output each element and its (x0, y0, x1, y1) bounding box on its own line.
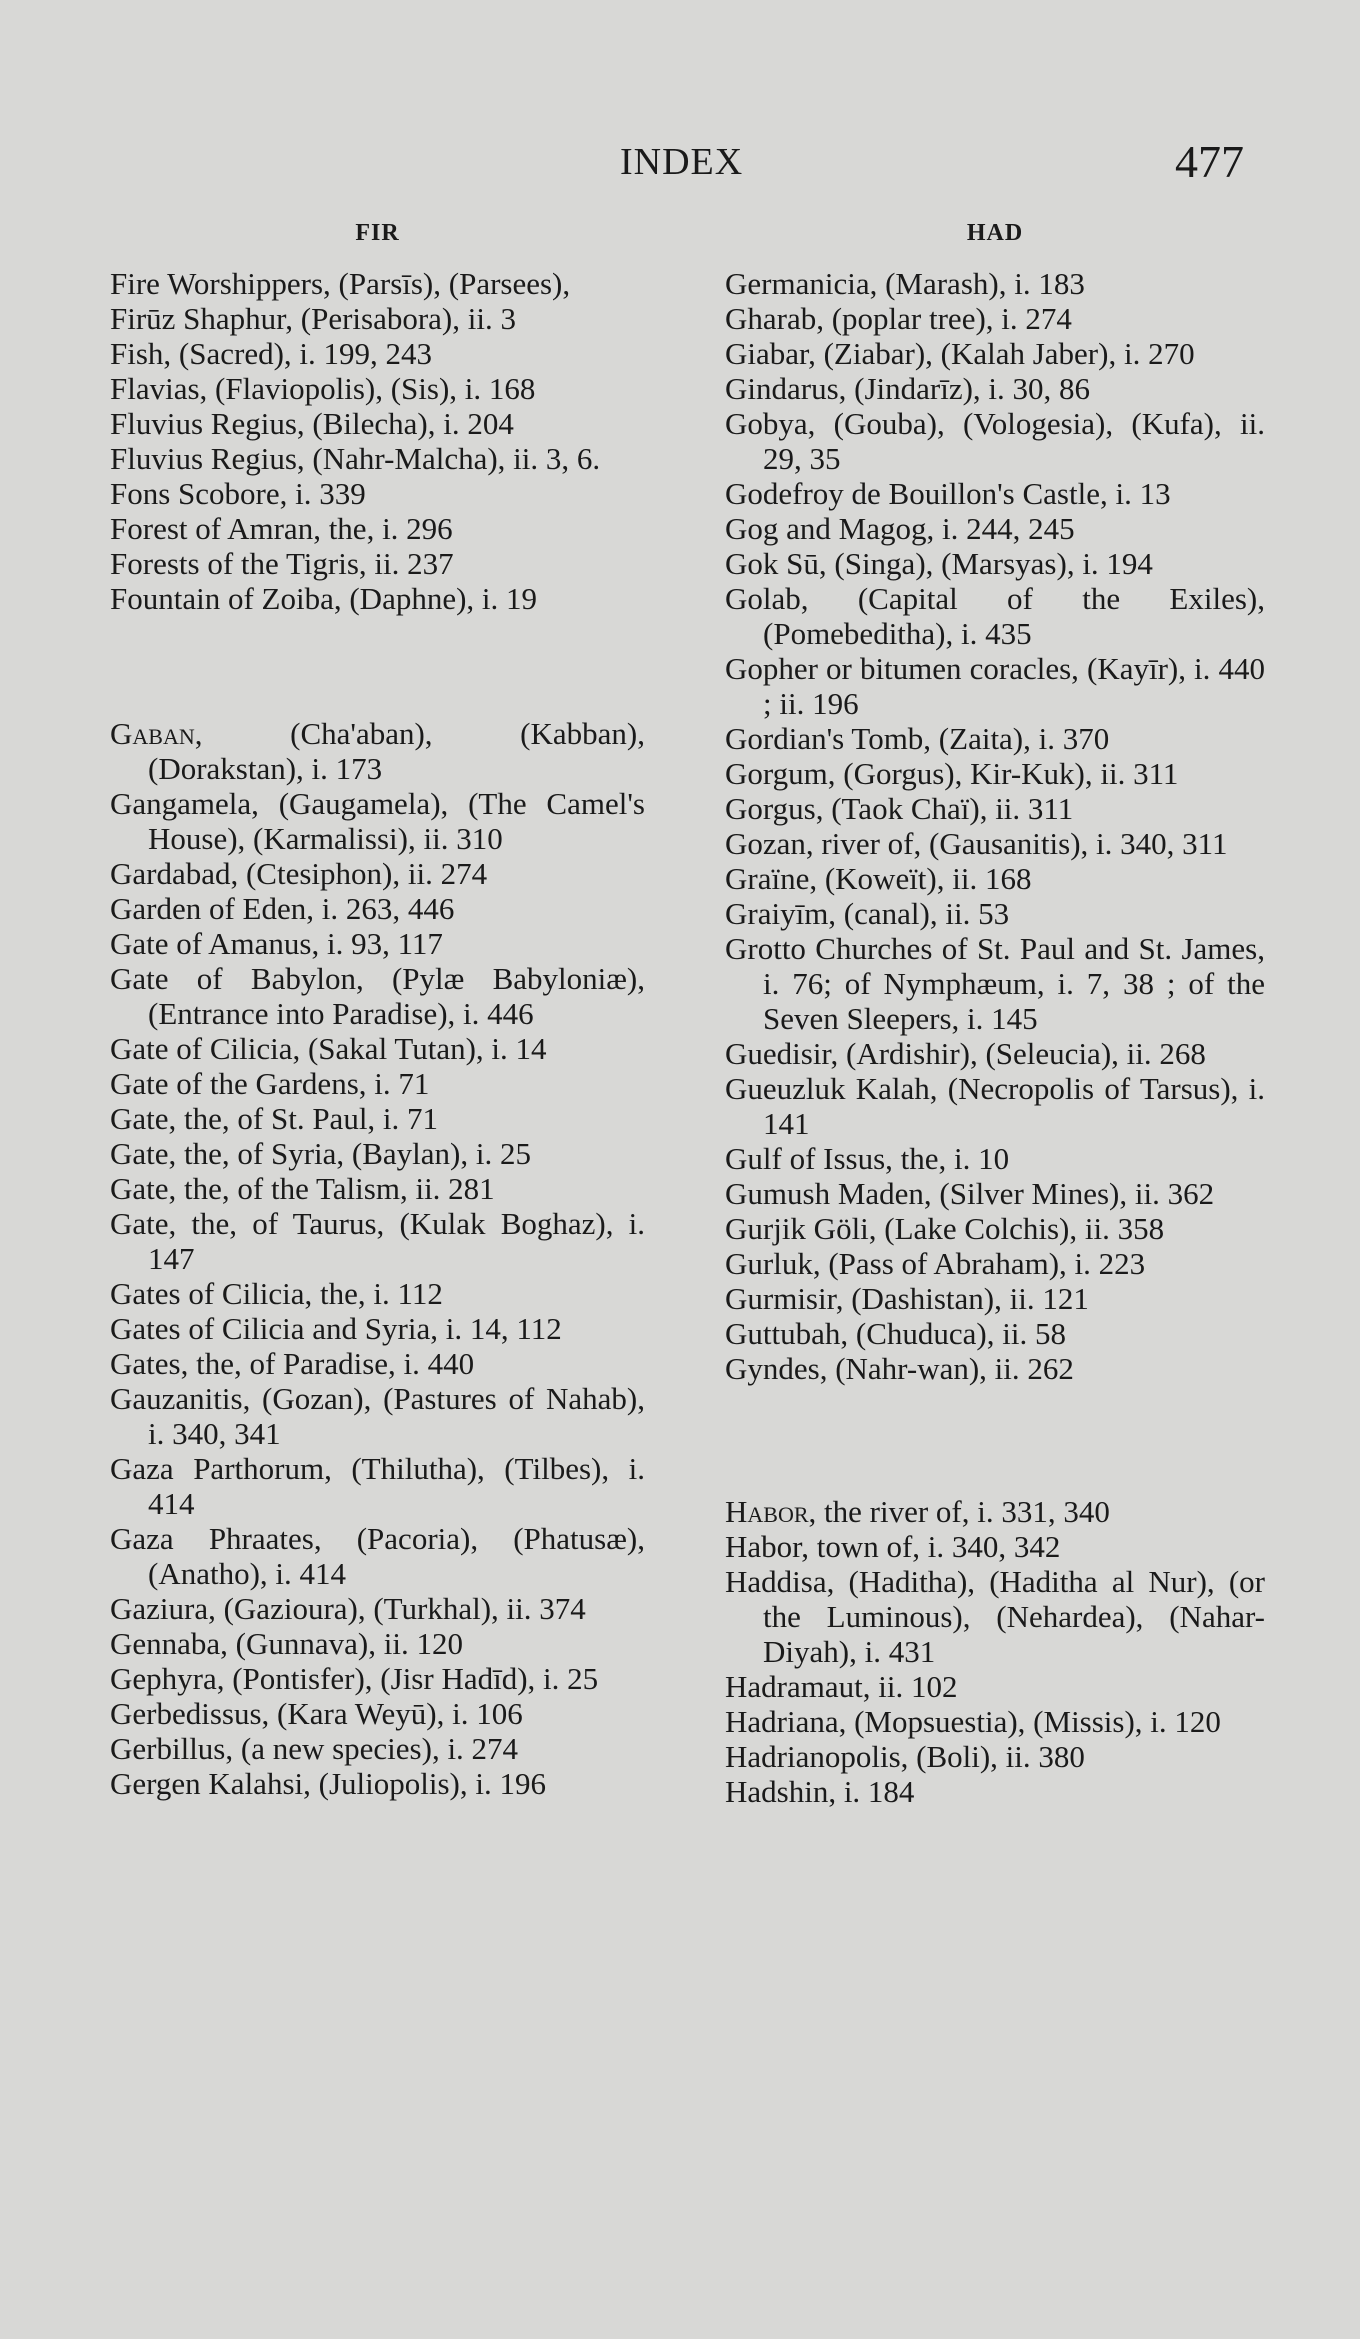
index-entry: Flavias, (Flaviopolis), (Sis), i. 168 (110, 371, 536, 406)
index-entry: Godefroy de Bouillon's Castle, i. 13 (725, 476, 1171, 511)
index-entry: Gueuzluk Kalah, (Necropolis of Tarsus), i. 141 (725, 1071, 1265, 1141)
index-entry: Habor, town of, i. 340, 342 (725, 1529, 1061, 1564)
index-entry-lead (725, 1494, 1265, 1529)
index-entry: Guttubah, (Chuduca), ii. 58 (725, 1316, 1066, 1351)
index-entry: Graïne, (Koweït), ii. 168 (725, 861, 1032, 896)
index-entry: Gate, the, of St. Paul, i. 71 (110, 1101, 439, 1136)
index-entry: Gog and Magog, i. 244, 245 (725, 511, 1075, 546)
index-entry: Gok Sū, (Singa), (Marsyas), i. 194 (725, 546, 1153, 581)
index-entry: Gurluk, (Pass of Abraham), i. 223 (725, 1246, 1146, 1281)
index-entry: Gaza Phraates, (Pacoria), (Phatusæ), (Anatho), i. 414 (110, 1521, 645, 1591)
index-entry: Gerbillus, (a new species), i. 274 (110, 1731, 519, 1766)
index-entry: Golab, (Capital of the Exiles), (Pomebeditha), i. 435 (725, 581, 1265, 651)
lead-entry-rest: (Cha'aban), (Kabban), (Dorakstan), i. 173 (148, 716, 645, 786)
index-entry: Fire Worshippers, (Parsīs), (Parsees), (110, 266, 571, 301)
left-column (110, 220, 645, 1801)
index-entry: Gergen Kalahsi, (Juliopolis), i. 196 (110, 1766, 546, 1801)
index-entry: Fluvius Regius, (Bilecha), i. 204 (110, 406, 514, 441)
index-entry: Graiyīm, (canal), ii. 53 (725, 896, 1010, 931)
index-entry: Giabar, (Ziabar), (Kalah Jaber), i. 270 (725, 336, 1195, 371)
page-number: 477 (1175, 136, 1244, 187)
index-entry: Gate of Babylon, (Pylæ Babyloniæ), (Entrance into Paradise), i. 446 (110, 961, 645, 1031)
index-entry: Grotto Churches of St. Paul and St. James, i. 76; of Nymphæum, i. 7, 38 ; of the Seven Sleepers, i. 145 (725, 931, 1265, 1036)
index-entry: Gephyra, (Pontisfer), (Jisr Hadīd), i. 25 (110, 1661, 599, 1696)
left-column-header: FIR (355, 220, 400, 246)
index-entry: Gordian's Tomb, (Zaita), i. 370 (725, 721, 1110, 756)
index-entry: Gaziura, (Gazioura), (Turkhal), ii. 374 (110, 1591, 586, 1626)
section-gap (110, 616, 645, 716)
index-entry: Hadshin, i. 184 (725, 1774, 915, 1809)
index-entry: Gates of Cilicia, the, i. 112 (110, 1276, 443, 1311)
index-entry: Gurmisir, (Dashistan), ii. 121 (725, 1281, 1089, 1316)
index-entry: Gerbedissus, (Kara Weyū), i. 106 (110, 1696, 523, 1731)
index-entry: Gopher or bitumen coracles, (Kayīr), i. 440 ; ii. 196 (725, 651, 1265, 721)
index-entry: Forest of Amran, the, i. 296 (110, 511, 453, 546)
index-entry: Gorgum, (Gorgus), Kir-Kuk), ii. 311 (725, 756, 1179, 791)
running-head: INDEX (620, 141, 744, 183)
index-entry: Gate, the, of Taurus, (Kulak Boghaz), i. 147 (110, 1206, 645, 1276)
section-gap (725, 1386, 1265, 1494)
index-entry: Gobya, (Gouba), (Vologesia), (Kufa), ii. 29, 35 (725, 406, 1265, 476)
index-entry: Gharab, (poplar tree), i. 274 (725, 301, 1072, 336)
index-entry-lead (110, 716, 645, 786)
index-entry: Fountain of Zoiba, (Daphne), i. 19 (110, 581, 538, 616)
index-entry: Gate of Cilicia, (Sakal Tutan), i. 14 (110, 1031, 547, 1066)
index-entry: Gindarus, (Jindarīz), i. 30, 86 (725, 371, 1091, 406)
index-entry: Firūz Shaphur, (Perisabora), ii. 3 (110, 301, 516, 336)
letter-lead-word: Habor, (725, 1494, 817, 1529)
index-entry: Gate, the, of the Talism, ii. 281 (110, 1171, 495, 1206)
left-group-f (110, 266, 645, 616)
index-entry: Gauzanitis, (Gozan), (Pastures of Nahab), i. 340, 341 (110, 1381, 645, 1451)
index-entry: Garden of Eden, i. 263, 446 (110, 891, 455, 926)
index-entry: Guedisir, (Ardishir), (Seleucia), ii. 268 (725, 1036, 1206, 1071)
index-entry: Forests of the Tigris, ii. 237 (110, 546, 454, 581)
index-entry: Fish, (Sacred), i. 199, 243 (110, 336, 433, 371)
right-column-header: HAD (966, 220, 1024, 246)
index-entry: Haddisa, (Haditha), (Haditha al Nur), (or the Luminous), (Nehardea), (Nahar-Diyah), i. 431 (725, 1564, 1265, 1669)
index-entry: Fluvius Regius, (Nahr-Malcha), ii. 3, 6. (110, 441, 601, 476)
index-entry: Fons Scobore, i. 339 (110, 476, 366, 511)
index-entry: Hadriana, (Mopsuestia), (Missis), i. 120 (725, 1704, 1221, 1739)
right-group-h (725, 1494, 1265, 1809)
index-entry: Gennaba, (Gunnava), ii. 120 (110, 1626, 463, 1661)
right-group-g (725, 266, 1265, 1386)
index-entry: Hadramaut, ii. 102 (725, 1669, 958, 1704)
index-entry: Gyndes, (Nahr-wan), ii. 262 (725, 1351, 1074, 1386)
left-group-g (110, 716, 645, 1801)
right-column (725, 220, 1265, 1809)
index-entry: Gumush Maden, (Silver Mines), ii. 362 (725, 1176, 1215, 1211)
index-entry: Gate of the Gardens, i. 71 (110, 1066, 430, 1101)
index-entry: Hadrianopolis, (Boli), ii. 380 (725, 1739, 1085, 1774)
index-entry: Gaza Parthorum, (Thilutha), (Tilbes), i. 414 (110, 1451, 645, 1521)
index-entry: Gangamela, (Gaugamela), (The Camel's House), (Karmalissi), ii. 310 (110, 786, 645, 856)
index-entry: Gates, the, of Paradise, i. 440 (110, 1346, 475, 1381)
index-entry: Gulf of Issus, the, i. 10 (725, 1141, 1010, 1176)
index-entry: Gardabad, (Ctesiphon), ii. 274 (110, 856, 488, 891)
lead-entry-rest: the river of, i. 331, 340 (816, 1494, 1110, 1529)
letter-lead-word: Gaban, (110, 716, 203, 751)
index-entry: Gorgus, (Taok Chaï), ii. 311 (725, 791, 1074, 826)
index-entry: Gate, the, of Syria, (Baylan), i. 25 (110, 1136, 531, 1171)
index-entry: Gurjik Göli, (Lake Colchis), ii. 358 (725, 1211, 1165, 1246)
index-entry: Gozan, river of, (Gausanitis), i. 340, 311 (725, 826, 1228, 861)
index-entry: Germanicia, (Marash), i. 183 (725, 266, 1085, 301)
index-entry: Gate of Amanus, i. 93, 117 (110, 926, 443, 961)
index-entry: Gates of Cilicia and Syria, i. 14, 112 (110, 1311, 562, 1346)
